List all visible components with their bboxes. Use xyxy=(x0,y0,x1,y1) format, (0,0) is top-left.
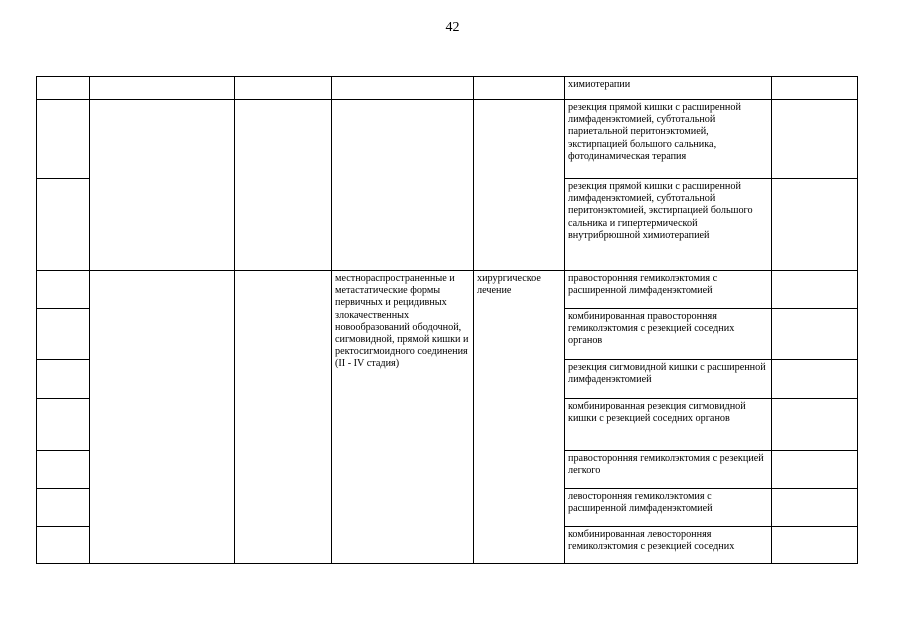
cell-treatment-method: правосторонняя гемиколэктомия с резекцией легкого xyxy=(565,451,772,489)
cell-number xyxy=(37,100,90,179)
table-row xyxy=(37,77,858,100)
cell-standard-cost xyxy=(772,451,858,489)
cell-diagnosis xyxy=(332,77,474,100)
cell-standard-cost xyxy=(772,360,858,399)
cell-treatment-method: химиотерапии xyxy=(565,77,772,100)
page-number: 42 xyxy=(445,20,460,35)
cell-standard-cost xyxy=(772,399,858,451)
cell-number xyxy=(37,527,90,564)
cell-standard-cost xyxy=(772,77,858,100)
cell-number xyxy=(37,360,90,399)
cell-standard-cost xyxy=(772,309,858,360)
cell-treatment-type xyxy=(474,100,565,271)
cell-treatment-method: резекция прямой кишки с расширенной лимфаденэктомией, субтотальной перитонэктомией, экстирпацией большого сальника и гипертермической внутрибрюшной химиотерапией xyxy=(565,179,772,271)
cell-profile xyxy=(90,77,235,100)
cell-icd-code xyxy=(235,77,332,100)
cell-number xyxy=(37,77,90,100)
cell-treatment-type xyxy=(474,77,565,100)
cell-number xyxy=(37,399,90,451)
cell-number xyxy=(37,309,90,360)
cell-number xyxy=(37,179,90,271)
table-row xyxy=(37,271,858,309)
cell-standard-cost xyxy=(772,527,858,564)
cell-treatment-type: хирургическое лечение xyxy=(474,271,565,564)
cell-treatment-method: комбинированная левосторонняя гемиколэктомия с резекцией соседних xyxy=(565,527,772,564)
cell-diagnosis: местнораспространенные и метастатические формы первичных и рецидивных злокачественных новообразований ободочной, сигмовидной, прямой кишки и ректосигмоидного соединения (II - IV стадия) xyxy=(332,271,474,564)
cell-icd-code xyxy=(235,271,332,564)
cell-treatment-method: правосторонняя гемиколэктомия с расширенной лимфаденэктомией xyxy=(565,271,772,309)
cell-number xyxy=(37,489,90,527)
treatment-table xyxy=(36,76,858,564)
cell-number xyxy=(37,451,90,489)
cell-diagnosis xyxy=(332,100,474,271)
cell-standard-cost xyxy=(772,179,858,271)
cell-treatment-method: комбинированная резекция сигмовидной кишки с резекцией соседних органов xyxy=(565,399,772,451)
cell-treatment-method: левосторонняя гемиколэктомия с расширенной лимфаденэктомией xyxy=(565,489,772,527)
cell-standard-cost xyxy=(772,100,858,179)
cell-number xyxy=(37,271,90,309)
cell-standard-cost xyxy=(772,271,858,309)
cell-treatment-method: комбинированная правосторонняя гемиколэктомия с резекцией соседних органов xyxy=(565,309,772,360)
cell-profile xyxy=(90,100,235,271)
cell-profile xyxy=(90,271,235,564)
table-row xyxy=(37,100,858,179)
cell-icd-code xyxy=(235,100,332,271)
cell-treatment-method: резекция прямой кишки с расширенной лимфаденэктомией, субтотальной париетальной перитонэктомией, экстирпацией большого сальника, фотодинамическая терапия xyxy=(565,100,772,179)
cell-standard-cost xyxy=(772,489,858,527)
cell-treatment-method: резекция сигмовидной кишки с расширенной лимфаденэктомией xyxy=(565,360,772,399)
